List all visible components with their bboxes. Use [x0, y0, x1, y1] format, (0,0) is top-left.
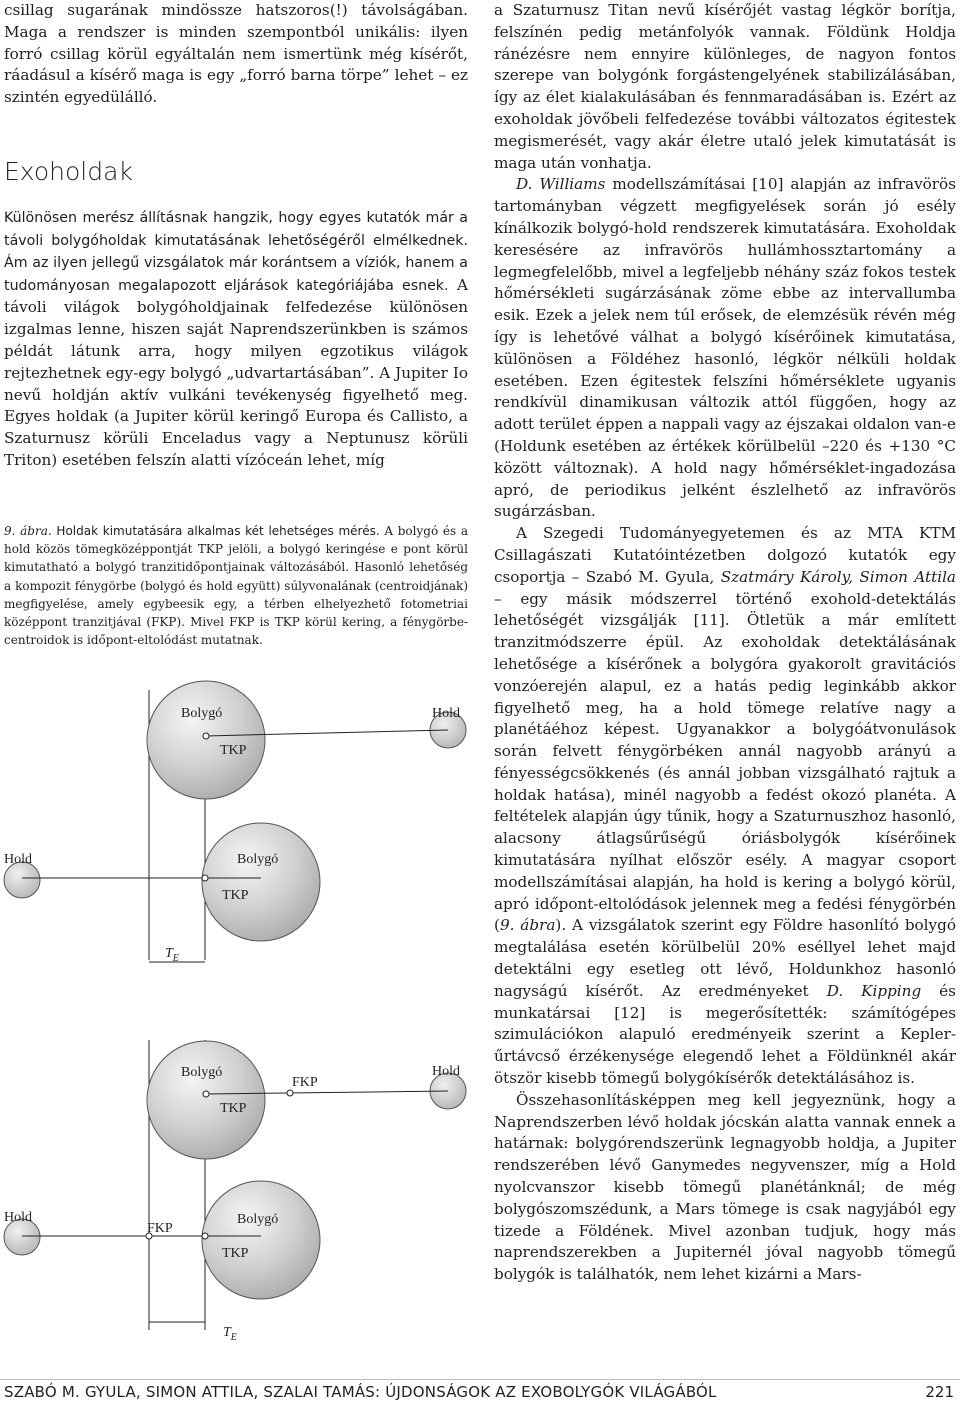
barycenter-label-2: TKP: [222, 888, 249, 903]
time-offset-label-1: $T_E$: [165, 946, 179, 964]
figure-reference: 9. ábra: [499, 916, 556, 935]
article-body: [4, 207, 468, 472]
caption-number: 9. ábra.: [4, 524, 52, 538]
planet-label-1: Bolygó: [181, 706, 223, 721]
moon-sphere-2: [4, 862, 40, 898]
barycenter-marker-4: [202, 1233, 208, 1239]
author-kipping: D. Kipping: [826, 981, 922, 1000]
right-column: [494, 0, 956, 1286]
planet-label-2: Bolygó: [237, 852, 279, 867]
photocenter-label-4: FKP: [147, 1221, 173, 1236]
photocenter-label-3: FKP: [292, 1075, 318, 1090]
barycenter-label-3: TKP: [220, 1101, 247, 1116]
paragraph-comparison: Összehasonlításképpen meg kell jegyeznünk, hogy a Naprendszerben lévő holdak jócskán alatta vannak ennek a határnak: bolygórendszerünk legnagyobb holdja, a Jupiter rendszerében lévő Ganymedes negyvenszer, míg a Hold nyolcvanszor kisebb tömegű planétánknál; de még bolygószomszédunk, a Mars tömege is csak nagyjából egy tizede a Földének. Mivel azonban tudjuk, hogy más naprendszerekben a Jupiternél jóval nagyobb tömegű bolygók is találhatók, nem lehet kizárni a Mars-: [494, 1090, 956, 1284]
planet-sphere-4: [202, 1181, 320, 1299]
planet-label-4: Bolygó: [237, 1212, 279, 1227]
planet-sphere-2: [202, 823, 320, 941]
footer-running-title: SZABÓ M. GYULA, SIMON ATTILA, SZALAI TAMÁS: ÚJDONSÁGOK AZ EXOBOLYGÓK VILÁGÁBÓL: [4, 1383, 717, 1401]
moon-label-1: Hold: [432, 706, 460, 721]
planet-sphere-3: [147, 1041, 265, 1159]
moon-label-4: Hold: [4, 1210, 32, 1225]
barycenter-marker-3: [203, 1091, 209, 1097]
caption-title: Holdak kimutatására alkalmas két lehetséges mérés.: [56, 524, 380, 538]
planet-sphere-1: [147, 681, 265, 799]
barycenter-marker-2: [202, 875, 208, 881]
figure-caption: [4, 522, 468, 649]
photocenter-marker-3: [287, 1090, 293, 1096]
transit-timing-diagram: [0, 670, 490, 1350]
paragraph-szeged: A Szegedi Tudományegyetemen és az MTA KTM Csillagászati Kutatóintézetben dolgozó kutatók egy csoportja – Szabó M. Gyula, Szatmáry Károly, Simon Attila – egy másik módszerrel történő exohold-detektálás lehetőségét vizsgálják [11]. Ötletük a már említett tranzitmódszerre épül. Az exoholdak detektálásának lehetősége a kísérőnek a bolygóra gyakorolt gravitációs vonzóerején alapul, ez a hatás pedig leginkább akkor figyelhető meg, ha a hold tömege relatíve nagy a planétáéhoz képest. Ugyanakkor a bolygóátvonulások során felvett fénygörbéken annál nagyobb arányú a fényességcsökkenés (és annál jobban vizsgálható rajtuk a holdak hatása), minél nagyobb a fedést okozó planéta. A feltételek alapján úgy tűnik, hogy a Szaturnuszhoz hasonló, alacsony átlagsűrűségű óriásbolygók kísérőinek kimutatására nyílhat először esély. A magyar csoport modellszámításai alapján, ha hold is kering a bolygó körül, apró időpont-eltolódások jelennek meg a fedési fénygörbén (9. ábra). A vizsgálatok szerint egy Földre hasonlító bolygó megtalálása esetén körülbelül 20% eséllyel lehet majd detektálni egy esetleg ott lévő, Holdunkhoz hasonló nagyságú kísérőt. Az eredményeket D. Kipping és munkatársai [12] is megerősítették: számítógépes szimulációkon alapuló eredményeik szerint a Kepler-űrtávcső érzékenysége elegendő lehet a Földünknél akár ötször kisebb tömegű bolygókísérők detektálásához is.: [494, 524, 956, 1088]
barycenter-marker-1: [203, 733, 209, 739]
barycenter-label-4: TKP: [222, 1246, 249, 1261]
intro-paragraph: csillag sugarának mindössze hatszoros(!) távolságában. Maga a rendszer is minden szempontból unikális: ilyen forró csillag körül egyáltalán nem ismertünk még kísérőt, ráadásul a kísérő maga is egy „forró barna törpe” lehet – ez szintén egyedülálló.: [4, 1, 468, 107]
moon-label-2: Hold: [4, 852, 32, 867]
author-names: Szatmáry Károly, Simon Attila: [720, 567, 956, 586]
page-number: 221: [925, 1383, 954, 1401]
left-column: [4, 0, 468, 472]
time-offset-label-2: $T_E$: [223, 1325, 237, 1343]
barycenter-label-1: TKP: [220, 743, 247, 758]
paragraph-williams: D. Williams modellszámításai [10] alapján az infravörös tartományban végzett megfigyelések során jó esély kínálkozik bolygó-hold rendszerek kimutatására. Exoholdak keresésére az infravörös hullámhossztartomány a legmegfelelőbb, mivel a legfeljebb néhány száz fokos testek hőmérsékleti sugárzásának zöme ebbe az intervallumba esik. Ezek a jelek nem túl erősek, de elemzésük révén még így is lehetővé válhat a bolygó kísérőinek kimutatása, különösen a Földéhez hasonló, légkör nélküli holdak esetében. Ezen égitestek felszíni hőmérséklete ugyanis rendkívül dinamikusan változik attól függően, hogy az adott terület éppen a nappali vagy az éjszakai oldalon van-e (Holdunk esetében az értékek körülbelül –220 és +130 °C között változnak). A hold nagy hőmérséklet-ingadozása apró, de periodikus jelként észlelhető az infravörös sugárzásban.: [494, 175, 956, 521]
author-williams: D. Williams: [516, 175, 606, 194]
moon-label-3: Hold: [432, 1064, 460, 1079]
lead-paragraph: Különösen merész állításnak hangzik, hogy egyes kutatók már a távoli bolygóholdak kimutatásának lehetőségéről elmélkednek. Ám az ilyen jellegű vizsgálatok már korántsem a víziók, hanem a tudományosan megalapozott eljárások kategóriájába esnek.: [4, 209, 468, 294]
paragraph-titan: a Szaturnusz Titan nevű kísérőjét vastag légkör borítja, felszínén pedig metánfolyók vannak. Földünk Holdja ránézésre nem ennyire különleges, de nagyon fontos szerepe van bolygónk forgástengelyének stabilizálásában, így az élet kialakulásában és fennmaradásában is. Ezért az exoholdak jövőbeli felfedezése további változatos égitestek megismerését, vagy akár életre utaló jelek kimutatását is maga után vonhatja.: [494, 1, 956, 172]
body-paragraph: A távoli világok bolygóholdjainak felfedezése különösen izgalmas lenne, hiszen saját Naprendszerünkben is számos példát látunk arra, hogy milyen egzotikus világok rejtezhetnek egy-egy bolygó „udvartartásában”. A Jupiter Io nevű holdján aktív vulkáni tevékenység figyelhető meg. Egyes holdak (a Jupiter körül keringő Europa és Callisto, a Szaturnusz körüli Enceladus vagy a Neptunusz körüli Triton) esetében felszín alatti vízóceán lehet, míg: [4, 275, 468, 469]
planet-label-3: Bolygó: [181, 1065, 223, 1080]
section-heading: Exoholdak: [4, 156, 133, 186]
footer-divider: [0, 1379, 960, 1380]
page-footer: [4, 1383, 956, 1405]
caption-text: A bolygó és a hold közös tömegközéppontját TKP jelöli, a bolygó keringése e pont körül kimutatható a bolygó tranzitidőpontjainak változásából. Hasonló lehetőség a kompozit fénygörbe (bolygó és hold együtt) súlyvonalának (centroidjának) megfigyelése, amely egybeesik egy, a térben elhelyezhető fotometriai középpont tranzitjával (FKP). Mivel FKP is TKP körül kering, a fénygörbe-centroidok is időpont-eltolódást mutatnak.: [4, 524, 468, 648]
